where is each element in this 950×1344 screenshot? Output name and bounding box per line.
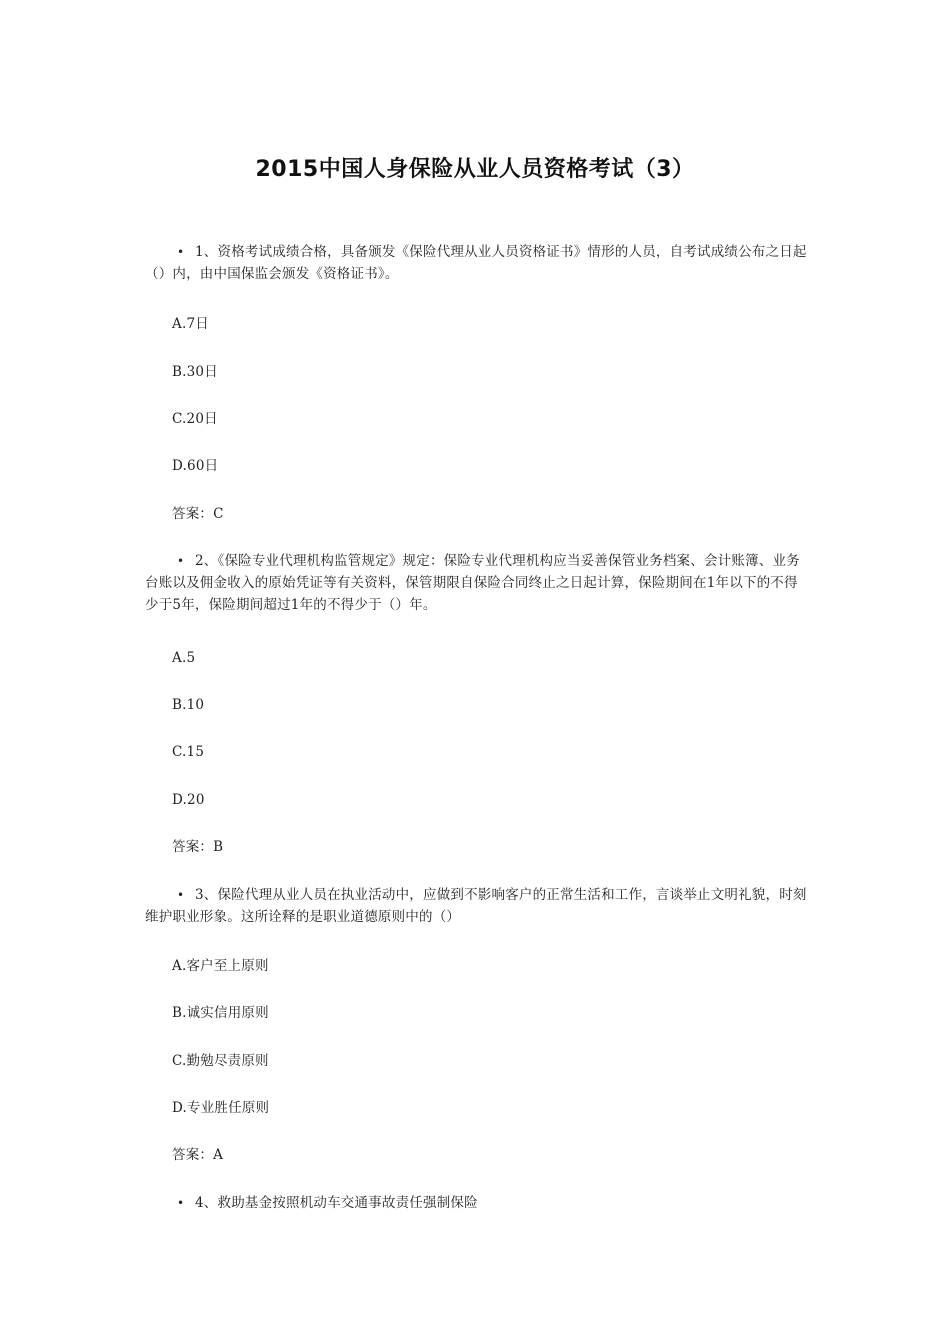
question-3-text: 3、保险代理从业人员在执业活动中，应做到不影响客户的正常生活和工作，言谈举止文明礼貌，时刻维护职业形象。这所诠释的是职业道德原则中的（）	[145, 887, 807, 925]
question-4-text: 4、救助基金按照机动车交通事故责任强制保险	[195, 1195, 478, 1211]
question-2-option-a: A.5	[172, 650, 196, 666]
question-2-text: 2、《保险专业代理机构监管规定》规定：保险专业代理机构应当妥善保管业务档案、会计账簿、业务台账以及佣金收入的原始凭证等有关资料，保管期限自保险合同终止之日起计算，保险期间在1年以下的不得少于5年，保险期间超过1年的不得少于（）年。	[145, 553, 800, 613]
question-2-option-b: B.10	[172, 697, 205, 713]
question-2-answer: 答案：B	[172, 839, 224, 855]
question-3	[145, 884, 810, 928]
bullet-icon: •	[177, 888, 185, 902]
bullet-icon: •	[177, 1196, 185, 1210]
question-3-option-d: D.专业胜任原则	[172, 1100, 270, 1116]
document-title: 2015中国人身保险从业人员资格考试（3）	[255, 157, 695, 182]
question-3-answer: 答案：A	[172, 1147, 224, 1163]
bullet-icon: •	[177, 245, 185, 259]
question-4	[145, 1192, 810, 1214]
bullet-icon: •	[177, 554, 185, 568]
question-1-option-a: A.7日	[172, 316, 209, 332]
question-1-option-b: B.30日	[172, 364, 218, 380]
question-3-option-a: A.客户至上原则	[172, 958, 269, 974]
question-1-option-c: C.20日	[172, 411, 218, 427]
question-2-option-d: D.20	[172, 792, 205, 808]
question-2	[145, 550, 810, 616]
question-1-answer: 答案：C	[172, 506, 224, 522]
question-1-option-d: D.60日	[172, 458, 219, 474]
question-1	[145, 241, 810, 285]
question-2-option-c: C.15	[172, 744, 205, 760]
question-1-text: 1、资格考试成绩合格，具备颁发《保险代理从业人员资格证书》情形的人员，自考试成绩公布之日起（）内，由中国保监会颁发《资格证书》。	[145, 244, 807, 282]
question-3-option-b: B.诚实信用原则	[172, 1005, 269, 1021]
question-3-option-c: C.勤勉尽责原则	[172, 1053, 269, 1069]
